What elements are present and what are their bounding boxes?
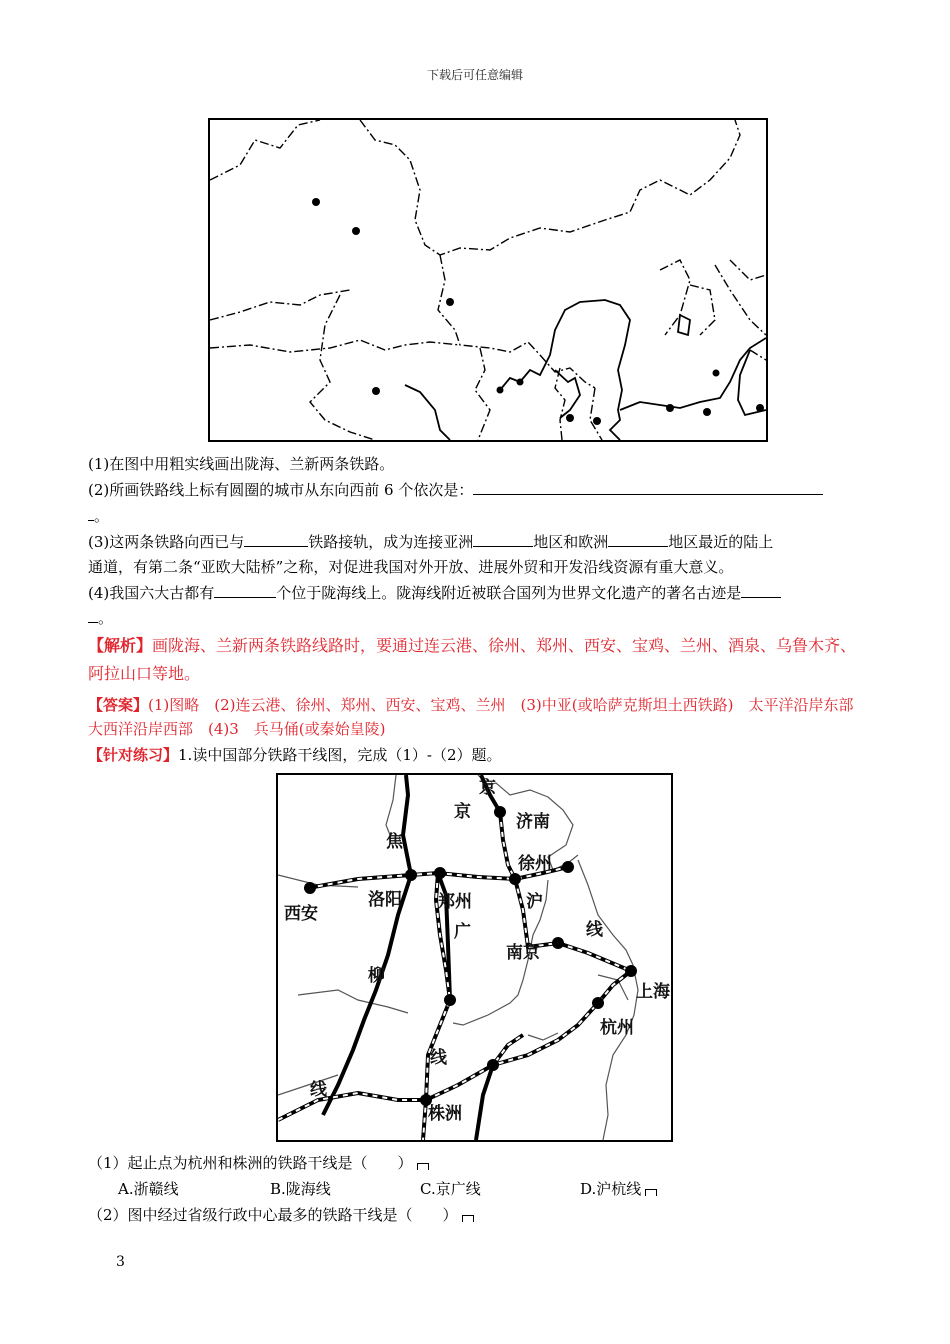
answer-tag: 【答案】 <box>88 696 149 714</box>
answer-blank[interactable] <box>244 531 308 547</box>
label-liu: 柳 <box>368 966 385 986</box>
railway-trunk-map <box>276 773 673 1142</box>
option-c[interactable]: C.京广线 <box>420 1180 481 1198</box>
answer-blank[interactable] <box>608 531 668 547</box>
question-3 <box>88 530 866 554</box>
label-jiao: 焦 <box>386 832 403 852</box>
question-4-continued <box>88 606 866 630</box>
analysis-text: 画陇海、兰新两条铁路线路时，要通过连云港、徐州、郑州、西安、宝鸡、兰州、酒泉、乌鲁木齐、阿拉山口等地。 <box>88 636 857 683</box>
label-line-hu: 线 <box>586 920 603 940</box>
label-shanghai: 上海 <box>636 982 670 1002</box>
page-header: 下载后可任意编辑 <box>426 68 523 82</box>
label-zhengzhou: 郑州 <box>438 892 472 912</box>
bracket-mark-icon <box>645 1189 657 1196</box>
question-2-text: (2)所画铁路线上标有圆圈的城市从东向西前 6 个依次是： <box>88 481 474 499</box>
question-4-text-b: 个位于陇海线上。陇海线附近被联合国列为世界文化遗产的著名古迹是 <box>276 584 742 602</box>
option-d-text: D.沪杭线 <box>580 1180 642 1198</box>
question-2-end: 。 <box>94 507 110 525</box>
label-zhuzhou: 株洲 <box>428 1104 462 1124</box>
question-3-text-b: 铁路接轨，成为连接亚洲 <box>308 533 474 551</box>
label-luoyang: 洛阳 <box>368 890 402 910</box>
analysis-tag: 【解析】 <box>88 636 153 655</box>
answer-text: (1)图略 (2)连云港、徐州、郑州、西安、宝鸡、兰州 (3)中亚(或哈萨克斯坦土西铁路) 太平洋沿岸东部 大西洋沿岸西部 (4)3 兵马俑(或秦始皇陵) <box>88 696 869 738</box>
option-d[interactable] <box>580 1178 657 1199</box>
answer-blank[interactable] <box>473 479 823 495</box>
label-line-2: 线 <box>430 1048 447 1068</box>
bracket-mark-icon <box>417 1163 429 1170</box>
label-nanjing: 南京 <box>506 943 540 963</box>
label-line-3: 线 <box>310 1080 327 1100</box>
question-2 <box>88 478 866 502</box>
answer-blank[interactable] <box>473 531 533 547</box>
sub-question-2 <box>88 1203 866 1227</box>
label-guang: 广 <box>454 922 471 942</box>
sub-question-2-text: （2）图中经过省级行政中心最多的铁路干线是（ ） <box>88 1206 458 1224</box>
question-3-continued: 通道，有第二条“亚欧大陆桥”之称，对促进我国对外开放、进展外贸和开发沿线资源有重大意义。 <box>88 558 734 576</box>
label-hu: 沪 <box>526 892 543 912</box>
question-3-text-a: (3)这两条铁路向西已与 <box>88 533 245 551</box>
sub-question-1-text: （1）起止点为杭州和株洲的铁路干线是（ ） <box>88 1154 413 1172</box>
question-2-continued <box>88 504 866 528</box>
option-a[interactable]: A.浙赣线 <box>118 1180 179 1198</box>
bracket-mark-icon <box>462 1215 474 1222</box>
question-4-text-a: (4)我国六大古都有 <box>88 584 215 602</box>
label-xuzhou: 徐州 <box>518 854 552 874</box>
northwest-china-outline-map <box>208 118 768 442</box>
label-jing-top: 京 <box>479 778 496 798</box>
analysis-paragraph <box>88 632 866 688</box>
label-xian: 西安 <box>284 904 318 924</box>
sub-question-1 <box>88 1151 866 1175</box>
practice-text: 1.读中国部分铁路干线图，完成（1）-（2）题。 <box>178 746 502 764</box>
question-3-text-d: 地区最近的陆上 <box>668 533 774 551</box>
option-b[interactable]: B.陇海线 <box>270 1180 331 1198</box>
question-3-text-c: 地区和欧洲 <box>533 533 609 551</box>
question-4-end: 。 <box>98 609 114 627</box>
label-hangzhou: 杭州 <box>600 1018 634 1038</box>
answer-blank[interactable] <box>741 582 781 598</box>
question-1: (1)在图中用粗实线画出陇海、兰新两条铁路。 <box>88 455 395 473</box>
practice-heading <box>88 743 866 767</box>
label-jinan: 济南 <box>516 812 550 832</box>
question-4 <box>88 581 866 605</box>
answer-blank[interactable] <box>214 582 276 598</box>
label-jing: 京 <box>454 802 471 822</box>
answer-paragraph <box>88 693 869 741</box>
answer-blank[interactable] <box>88 607 98 623</box>
practice-tag: 【针对练习】 <box>88 746 179 764</box>
page-number: 3 <box>116 1254 125 1270</box>
